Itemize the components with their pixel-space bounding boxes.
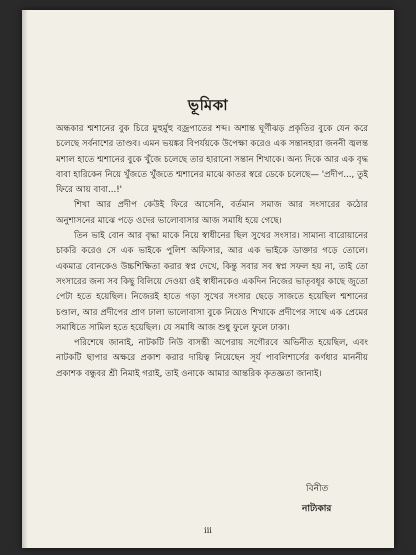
page-fold-shadow: [22, 10, 28, 548]
signoff-text: বিনীত: [306, 484, 329, 494]
paragraph-1: অন্ধকার শ্মশানের বুক চিরে মুহুর্মুহু বজ্রপাতের শব্দ। অশান্ত ঘূর্ণীঝড় প্রকৃতির বুকে যেন করে চলেছে সর্বনাশের তাণ্ডব। এমন ভয়ঙ্কর বিপর্যয়কে উপেক্ষা করেও এক সন্তানহারা জননী জ্বলন্ত মশাল হাতে শ্মশানের বুকে খুঁজে চলেছে তার হারানো সন্তান শিখাকে। অন্য দিকে আর এক বৃদ্ধ বাবা হারিকেন নিয়ে খুঁজতে খুঁজতে শ্মশানের মাঝে কাতর স্বরে ডেকে চলেছে— 'প্রদীপ..., তুই ফিরে আয় বাবা...!': [56, 124, 368, 196]
paragraph-3: তিন ভাই বোন আর বৃদ্ধা মাকে নিয়ে স্বাধীনের ছিল সুখের সংসার। সামান্য বারোয়ানের চাকরি করেও সে এক ভাইকে পুলিশ অফিসার, আর এক ভাইকে ডাক্তার গড়ে তোলে। একমাত্র বোনকেও উচ্চশিক্ষিতা করার স্বপ্ন দেখে, কিন্তু সবার সব স্বপ্ন সফল হয় না, তাই তো সংসারের জন্য সব কিছু বিলিয়ে দেওয়া ওই স্বাধীনকেও একদিন নিজের ভাতৃবধূর কাছে জুতো পেটা হতে হয়েছিল। নিজেরই হাতে গড়া সুখের সংসার ছেড়ে সাজতে হয়েছিল শ্মশানের চণ্ডাল, আর প্রদীপের প্রাণ ঢালা ভালোবাসা বুকে নিয়েও শিখাকে প্রদীপের সাথে এক প্রেমের সমাধিতে সামিল হতে হয়েছিল। যে সমাধি আজ শুধু ফুলে ফুলে ঢাকা।: [56, 231, 368, 333]
paragraph-2: শিখা আর প্রদীপ কেউই ফিরে আসেনি, বর্তমান সমাজ আর সংসারের কঠোর অনুশাসনের মাঝে পড়ে ওদের ভালোবাসার আজ সমাধি হয়ে গেছে।: [56, 200, 368, 226]
author-text: নাট্যকার: [302, 504, 332, 514]
book-page: [22, 10, 394, 548]
page-number: iii: [204, 526, 212, 535]
paragraph-4: পরিশেষে জানাই, নাটকটি নিউ বাসন্তী অপেরায় সগৌরবে অভিনীত হয়েছিল, এবং নাটকটি ছাপার অক্ষরে প্রকাশ করার দায়িত্ব নিয়েছেন সূর্য পাবলিশার্সের কর্ণধার মাননীয় প্রকাশক বন্ধুবর শ্রী নিমাই গরাই, তাই ওনাকে আমার আন্তরিক কৃতজ্ঞতা জানাই।: [56, 338, 368, 379]
preface-body: [56, 122, 368, 382]
signature-block: [302, 479, 362, 519]
page-title: ভূমিকা: [187, 96, 229, 114]
